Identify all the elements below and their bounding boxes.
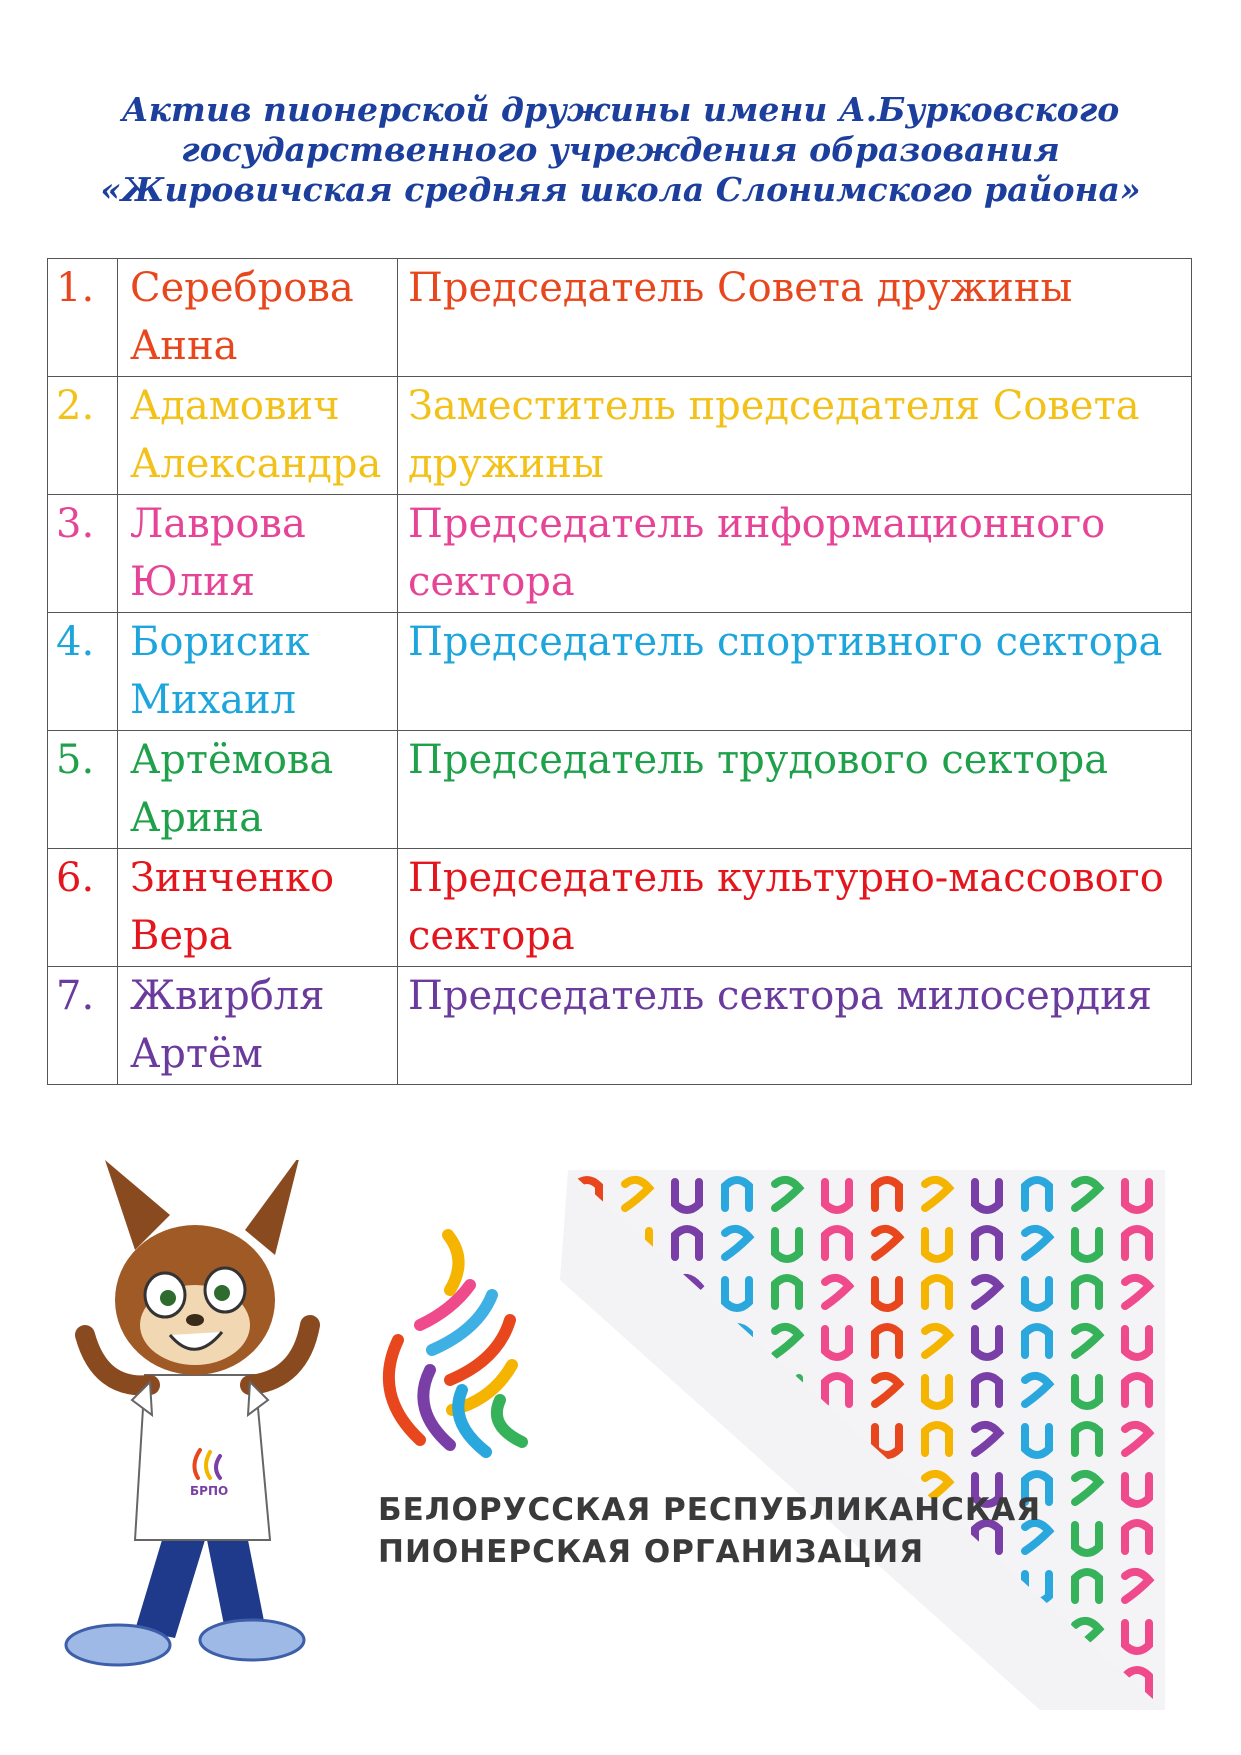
- member-name: Артёмова Арина: [118, 731, 398, 849]
- row-number: 3.: [48, 495, 118, 613]
- table-row: [48, 495, 1192, 613]
- pattern-loop: [675, 1425, 699, 1453]
- pattern-loop: [575, 1376, 599, 1404]
- member-name: Сереброва Анна: [118, 259, 398, 377]
- page-title: [40, 90, 1201, 210]
- table-row: [48, 613, 1192, 731]
- pattern-loop: [925, 1672, 949, 1700]
- member-role: Председатель спортивного сектора: [398, 613, 1192, 731]
- pattern-loop: [775, 1672, 799, 1700]
- table-row: [48, 731, 1192, 849]
- table-row: [48, 967, 1192, 1085]
- member-role: Заместитель председателя Совета дружины: [398, 377, 1192, 495]
- pattern-loop: [825, 1623, 849, 1651]
- pattern-triangle: [560, 1170, 1165, 1710]
- pattern-loop: [575, 1427, 599, 1455]
- pattern-loop: [575, 1574, 599, 1602]
- title-line: государственного учреждения образования: [181, 130, 1060, 169]
- pattern-loop: [675, 1670, 699, 1698]
- member-role: Председатель трудового сектора: [398, 731, 1192, 849]
- row-number: 5.: [48, 731, 118, 849]
- pattern-loop: [575, 1327, 599, 1355]
- member-role: Председатель сектора милосердия: [398, 967, 1192, 1085]
- pattern-loop: [775, 1572, 799, 1600]
- member-name: Борисик Михаил: [118, 613, 398, 731]
- pattern-loop: [625, 1378, 649, 1406]
- lynx-mascot: [66, 1160, 310, 1665]
- row-number: 6.: [48, 849, 118, 967]
- member-role: Председатель информационного сектора: [398, 495, 1192, 613]
- pattern-loop: [775, 1621, 799, 1649]
- title-line: «Жировичская средняя школа Слонимского района»: [100, 170, 1141, 209]
- pattern-loop: [625, 1425, 649, 1453]
- pattern-loop: [725, 1670, 749, 1698]
- title-line: Актив пионерской дружины имени А.Бурковского: [121, 90, 1120, 129]
- member-name: Зинченко Вера: [118, 849, 398, 967]
- table-row: [48, 377, 1192, 495]
- pattern-loop: [825, 1572, 849, 1600]
- org-name-line1: БЕЛОРУССКАЯ РЕСПУБЛИКАНСКАЯ: [378, 1492, 1042, 1528]
- pattern-loop: [875, 1670, 899, 1698]
- pattern-loop: [675, 1623, 699, 1651]
- pattern-loop: [575, 1670, 599, 1698]
- pattern-loop: [975, 1670, 999, 1698]
- member-name: Лаврова Юлия: [118, 495, 398, 613]
- roster-table: [47, 258, 1192, 1085]
- pattern-loop: [575, 1621, 599, 1649]
- org-name-line2: ПИОНЕРСКАЯ ОРГАНИЗАЦИЯ: [378, 1534, 925, 1570]
- pioneer-organization-banner: [0, 1160, 1241, 1720]
- row-number: 2.: [48, 377, 118, 495]
- member-role: Председатель культурно-массового сектора: [398, 849, 1192, 967]
- pattern-loop: [725, 1574, 749, 1602]
- member-name: Адамович Александра: [118, 377, 398, 495]
- brpo-flame-logo: [389, 1235, 522, 1452]
- pattern-loop: [625, 1572, 649, 1600]
- table-row: [48, 259, 1192, 377]
- pattern-loop: [675, 1572, 699, 1600]
- row-number: 1.: [48, 259, 118, 377]
- pattern-loop: [625, 1672, 649, 1700]
- pattern-loop: [825, 1670, 849, 1698]
- row-number: 7.: [48, 967, 118, 1085]
- member-role: Председатель Совета дружины: [398, 259, 1192, 377]
- pattern-loop: [875, 1621, 899, 1649]
- member-name: Жвирбля Артём: [118, 967, 398, 1085]
- shirt-logo-text: БРПО: [190, 1484, 229, 1498]
- pattern-loop: [725, 1621, 749, 1649]
- row-number: 4.: [48, 613, 118, 731]
- table-row: [48, 849, 1192, 967]
- pattern-loop: [625, 1621, 649, 1649]
